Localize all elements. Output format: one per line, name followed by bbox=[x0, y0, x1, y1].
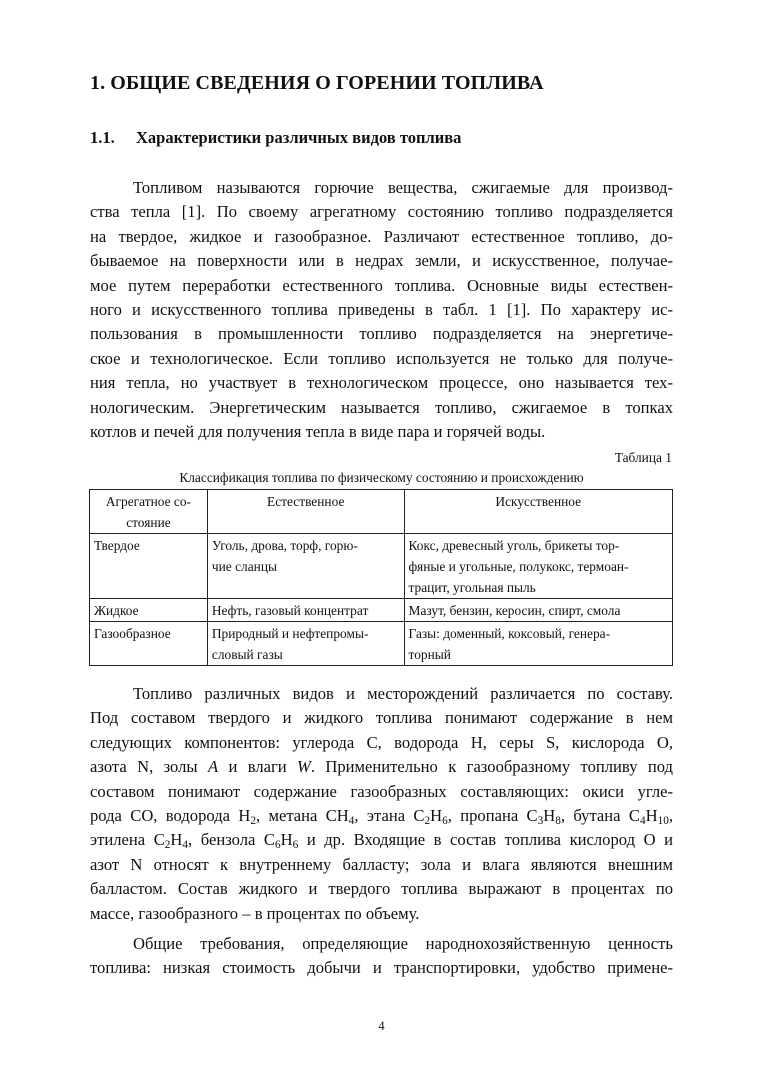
text-line: ства тепла [1]. По своему агрегатному состоянию топливо подразделяется bbox=[90, 202, 673, 222]
table-cell: Нефть, газовый концентрат bbox=[207, 599, 404, 622]
table-cell: Уголь, дрова, торф, горю- чие сланцы bbox=[207, 534, 404, 599]
table-cell: Природный и нефтепромы- словый газы bbox=[207, 622, 404, 666]
text-line: бываемое на поверхности или в недрах земли, и искусственное, получае- bbox=[90, 251, 673, 271]
text-line: нологическим. Энергетическим называется топливо, сжигаемое в топках bbox=[90, 397, 673, 417]
text-line: следующих компонентов: углерода C, водорода H, серы S, кислорода O, bbox=[90, 732, 673, 752]
table-row bbox=[90, 534, 673, 599]
paragraph-fuel-composition bbox=[90, 682, 673, 926]
fuel-classification-table bbox=[89, 489, 673, 666]
text-line: ния тепла, но участвует в технологическом процессе, оно называется тех- bbox=[90, 373, 673, 393]
section-title: Характеристики различных видов топлива bbox=[136, 128, 462, 147]
section-heading bbox=[90, 128, 461, 148]
text-line: котлов и печей для получения тепла в виде пара и горячей воды. bbox=[90, 422, 546, 442]
table-header-cell: Агрегатное со- стояние bbox=[90, 490, 208, 534]
text-line: Под составом твердого и жидкого топлива понимают содержание в нем bbox=[90, 708, 673, 728]
table-cell: Твердое bbox=[90, 534, 208, 599]
table-header-cell: Естественное bbox=[207, 490, 404, 534]
text-line: Топливо различных видов и месторождений различается по составу. bbox=[133, 684, 673, 703]
table-header-cell: Искусственное bbox=[404, 490, 672, 534]
text-line: азот N относят к внутреннему балласту; зола и влага являются внешним bbox=[90, 854, 673, 874]
text-line: этилена $C_2H_4$, бензола $C_6H_6$ и др. Входящие в состав топлива кислород O и bbox=[90, 830, 673, 852]
text-line: рода CO, водорода $H_2$, метана $CH_4$, этана $C_2H_6$, пропана $C_3H_8$, бутана $C_4H_{10}$, bbox=[90, 806, 673, 828]
text-line: ское и технологическое. Если топливо используется не только для получе- bbox=[90, 348, 673, 368]
text-line: топлива: низкая стоимость добычи и транспортировки, удобство примене- bbox=[90, 958, 673, 978]
paragraph-fuel-definition bbox=[90, 176, 673, 444]
text-line: мое путем переработки естественного топлива. Основные виды естествен- bbox=[90, 275, 673, 295]
table-header-row bbox=[90, 490, 673, 534]
table-row bbox=[90, 599, 673, 622]
section-number: 1.1. bbox=[90, 128, 115, 147]
text-line: на твердое, жидкое и газообразное. Различают естественное топливо, до- bbox=[90, 226, 673, 246]
table-cell: Газообразное bbox=[90, 622, 208, 666]
table-cell: Кокс, древесный уголь, брикеты тор- фяные и угольные, полукокс, термоан- трацит, угольная пыль bbox=[404, 534, 672, 599]
table-row bbox=[90, 622, 673, 666]
page-number: 4 bbox=[378, 1019, 385, 1033]
text-line: Топливом называются горючие вещества, сжигаемые для производ- bbox=[133, 178, 673, 197]
text-line: пользования в промышленности топливо подразделяется на энергетиче- bbox=[90, 324, 673, 344]
table-cell: Жидкое bbox=[90, 599, 208, 622]
table-cell: Мазут, бензин, керосин, спирт, смола bbox=[404, 599, 672, 622]
table-cell: Газы: доменный, коксовый, генера- торный bbox=[404, 622, 672, 666]
text-line: ного и искусственного топлива приведены в табл. 1 [1]. По характеру ис- bbox=[90, 300, 673, 320]
text-line: азота N, золы A и влаги W. Применительно к газообразному топливу под bbox=[90, 757, 674, 777]
text-line: балластом. Состав жидкого и твердого топлива выражают в процентах по bbox=[90, 879, 673, 899]
table-label: Таблица 1 bbox=[614, 450, 672, 465]
table-caption: Классификация топлива по физическому состоянию и происхождению bbox=[179, 470, 584, 485]
chapter-heading: 1. ОБЩИЕ СВЕДЕНИЯ О ГОРЕНИИ ТОПЛИВА bbox=[90, 72, 544, 94]
text-line: Общие требования, определяющие народнохозяйственную ценность bbox=[133, 934, 673, 953]
text-line: массе, газообразного – в процентах по объему. bbox=[90, 903, 420, 923]
paragraph-requirements bbox=[90, 932, 673, 981]
text-line: составом понимают содержание газообразных составляющих: окиси угле- bbox=[90, 781, 673, 801]
